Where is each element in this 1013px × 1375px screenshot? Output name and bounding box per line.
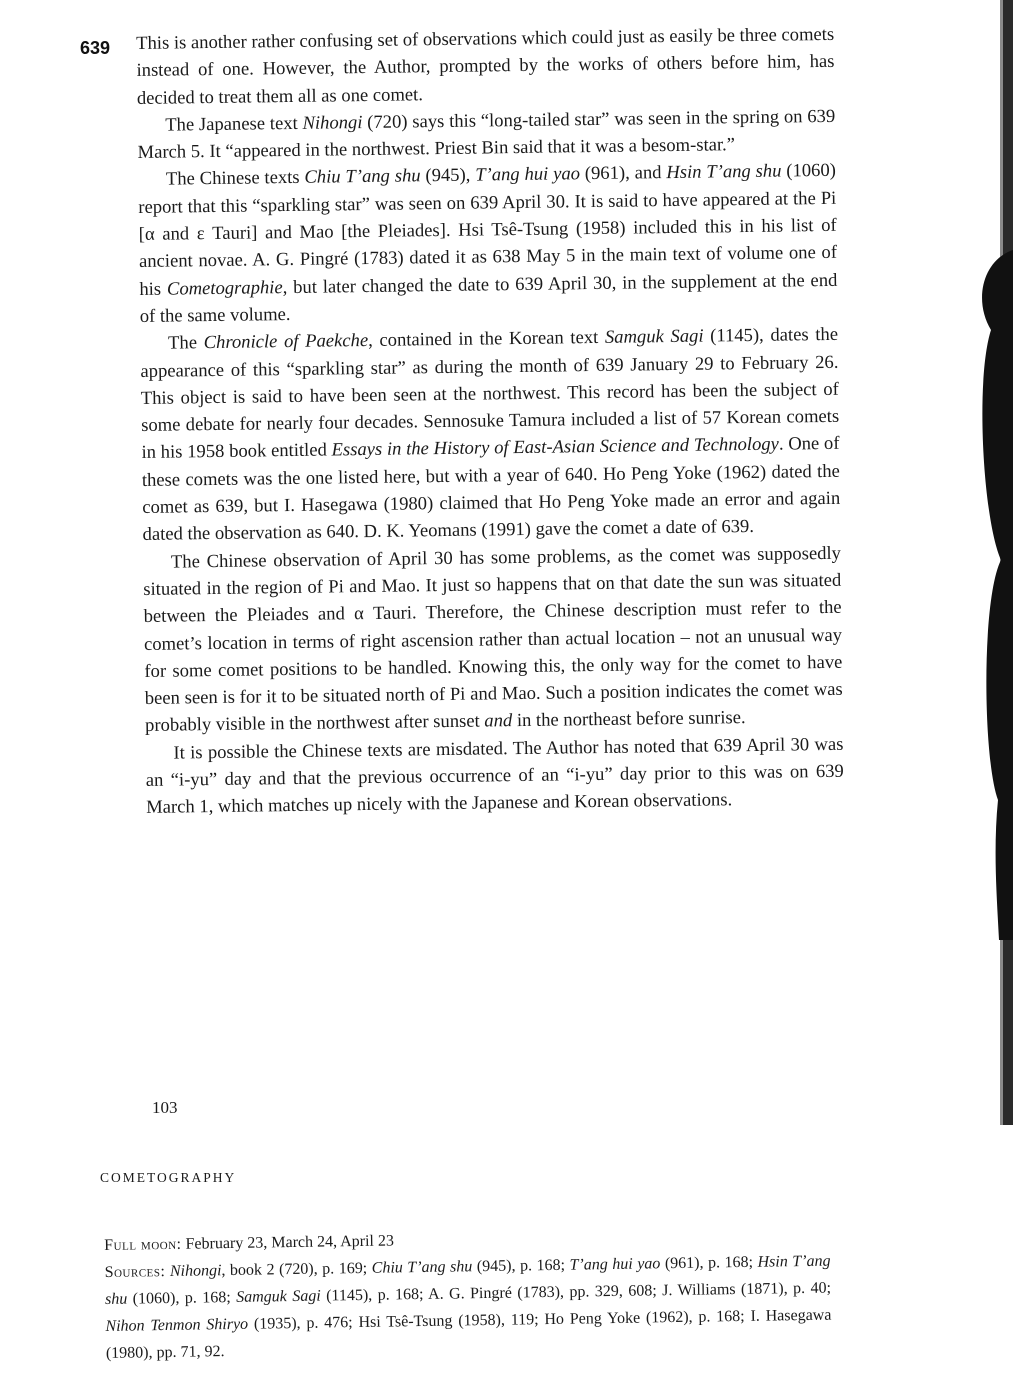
italic-title: Chiu T’ang shu — [304, 165, 421, 189]
text-run: , contained in the Korean text — [368, 327, 606, 352]
text-run: The Chinese texts — [165, 167, 305, 191]
paragraph — [138, 157, 838, 330]
text-run: (1935), p. 476; Hsi Tsê-Tsung (1958), 119; Ho Peng Yoke (1962), p. 168; I. Hasegawa (1980), pp. 71, 92. — [105, 1306, 832, 1362]
paragraph — [137, 103, 836, 167]
text-run: (1145), dates the appearance of this “sparkling star” as during the month of 639 January 29 to February 26. This object is said to have been seen at the northwest. This record has been the subject of some debate for nearly four decades. Sennosuke Tamura included a list of 57 Korean comets in his 1958 book entitled — [140, 324, 840, 464]
text-run: It is possible the Chinese texts are misdated. The Author has noted that 639 April 30 was an “i-yu” day and that the previous occurrence of an “i-yu” day prior to this was on 639 March 1, which matches up nicely with the Japanese and Korean observations. — [145, 733, 844, 819]
text-run: in the northeast before sunrise. — [512, 707, 746, 732]
sources-label: Sources: — [104, 1263, 166, 1281]
page-number: 103 — [152, 1098, 178, 1117]
text-run: , book 2 (720), p. 169; — [221, 1259, 372, 1280]
text-run: . One of these comets was the one listed here, but with a year of 640. Ho Peng Yoke (1962) dated the comet as 639, but I. Hasegawa (1980) claimed that Ho Peng Yoke made an error and again dated the observation as 640. D. K. Yeomans (1991) gave the comet a date of 639. — [141, 433, 841, 546]
paragraph — [145, 731, 844, 822]
text-run: This is another rather confusing set of observations which could just as easily be three comets instead of one. However, the Author, prompted by the works of others before him, has decided to treat them all as one comet. — [136, 23, 835, 109]
text-run: (961), and — [579, 162, 667, 185]
italic-title: Chronicle of Paekche — [203, 330, 369, 354]
italic-title: Cometographie — [166, 276, 283, 300]
text-run: (1060), p. 168; — [127, 1288, 237, 1308]
scan-edge-shadow — [973, 0, 1013, 1125]
italic-title: Chiu T’ang shu — [371, 1258, 473, 1277]
italic-title: Nihongi — [169, 1262, 222, 1280]
text-run: The Japanese text — [165, 112, 303, 136]
full-moon-label: Full moon: — [104, 1235, 182, 1254]
text-run: , but later changed the date to 639 April 30, in the supplement at the end of the same volume. — [139, 269, 838, 327]
italic-title: T’ang hui yao — [475, 163, 581, 187]
italic-title: Nihon Tenmon Shiryo — [105, 1315, 249, 1335]
running-head: COMETOGRAPHY — [100, 1170, 237, 1185]
italic-title: Hsin T’ang shu — [104, 1252, 831, 1308]
entry-notes — [104, 1221, 832, 1367]
text-run: (720) says this “long-tailed star” was seen in the spring on 639 March 5. It “appeared in the northwest. Priest Bin said that it was a besom-star.” — [137, 105, 836, 164]
italic-title: Nihongi — [302, 111, 363, 134]
text-run: (961), p. 168; — [660, 1253, 758, 1273]
sources-line — [104, 1248, 832, 1367]
text-run: (1060) report that this “sparkling star” was seen on 639 April 30. It is said to have appeared at the Pi [α and ε Tauri] and Mao [the Pleiades]. Hsi Tsê-Tsung (1958) included this in his list of ancient novae. A. G. Pingré (1783) dated it as 638 May 5 in the main text of volume one of his — [138, 160, 838, 300]
italic-title: Essays in the History of East-Asian Science and Technology — [331, 434, 780, 461]
entry-body — [136, 21, 844, 822]
italic-title: Samguk Sagi — [236, 1287, 321, 1306]
entry-year: 639 — [80, 38, 111, 58]
text-run: The — [167, 332, 204, 354]
italic-title: T’ang hui yao — [569, 1255, 661, 1274]
text-run: (945), — [420, 165, 476, 187]
paragraph — [140, 321, 841, 548]
italic-title: Hsin T’ang shu — [666, 161, 782, 184]
paragraph — [143, 539, 843, 739]
italic-title: and — [484, 710, 513, 732]
sources-text — [105, 1253, 832, 1362]
text-run: The Chinese observation of April 30 has some problems, as the comet was supposedly situated in the region of Pi and Mao. It just so happens that on that date the sun was situated between the Pleiades and α Tauri. Therefore, the Chinese description must refer to the comet’s location in terms of right ascension rather than actual location – not an unusual way for some comet positions to be handled. Knowing this, the only way for the comet to have been seen is for it to be situated north of Pi and Mao. Such a position indicates the comet was probably visible in the northwest after sunset — [143, 542, 843, 737]
full-moon-value: February 23, March 24, April 23 — [185, 1232, 395, 1253]
text-run: (1145), p. 168; A. G. Pingré (1783), pp. 329, 608; J. Williams (1871), p. 40; — [320, 1279, 832, 1305]
text-run: (945), p. 168; — [472, 1256, 570, 1276]
paragraph — [136, 21, 835, 112]
italic-title: Samguk Sagi — [604, 325, 704, 349]
